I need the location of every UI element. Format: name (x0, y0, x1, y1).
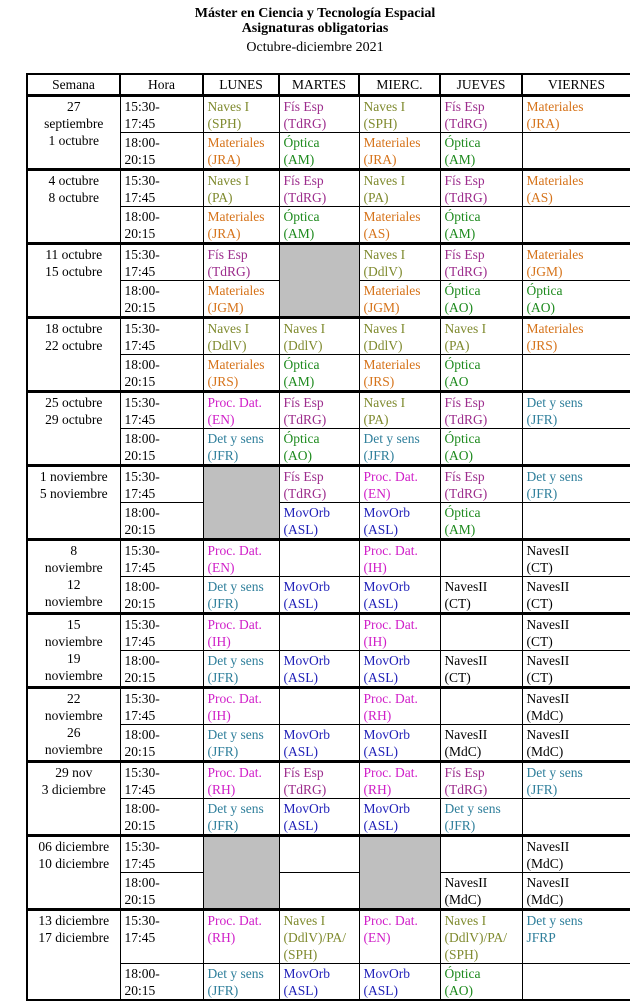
time-slot: 18:00- 20:15 (120, 207, 203, 244)
class-cell-miercoles: Proc. Dat. (EN) (359, 910, 440, 964)
time-slot: 18:00- 20:15 (120, 725, 203, 762)
class-cell-miercoles: Naves I (DdlV) (359, 244, 440, 281)
class-cell-viernes: Materiales (JRS) (522, 318, 630, 355)
class-cell-lunes: Fís Esp (TdRG) (203, 244, 279, 281)
no-class-cell-martes (279, 244, 359, 318)
class-cell-jueves: NavesII (CT) (440, 577, 522, 614)
class-cell-lunes: Det y sens (JFR) (203, 651, 279, 688)
class-cell-miercoles: Naves I (PA) (359, 170, 440, 207)
class-cell-viernes: Det y sens (JFR) (522, 392, 630, 429)
class-cell-lunes: Naves I (PA) (203, 170, 279, 207)
time-slot: 15:30- 17:45 (120, 170, 203, 207)
class-cell-lunes: Det y sens (JFR) (203, 964, 279, 1001)
class-cell-martes: Naves I (DdlV)/PA/ (SPH) (279, 910, 359, 964)
class-cell-viernes: NavesII (MdC) (522, 688, 630, 725)
class-cell-martes: Óptica (AM) (279, 133, 359, 170)
col-header-hora: Hora (120, 74, 203, 96)
empty-cell-martes (279, 688, 359, 725)
class-cell-jueves: Fís Esp (TdRG) (440, 170, 522, 207)
empty-cell-martes (279, 836, 359, 873)
time-slot: 15:30- 17:45 (120, 688, 203, 725)
time-slot: 18:00- 20:15 (120, 964, 203, 1001)
class-cell-viernes: Det y sens JFRP (522, 910, 630, 964)
schedule-row (27, 392, 630, 429)
class-cell-viernes: Materiales (AS) (522, 170, 630, 207)
class-cell-miercoles: MovOrb (ASL) (359, 799, 440, 836)
class-cell-jueves: Óptica (AM) (440, 207, 522, 244)
class-cell-lunes: Det y sens (JFR) (203, 577, 279, 614)
time-slot: 18:00- 20:15 (120, 651, 203, 688)
class-cell-martes: MovOrb (ASL) (279, 964, 359, 1001)
time-slot: 15:30- 17:45 (120, 910, 203, 964)
time-slot: 18:00- 20:15 (120, 429, 203, 466)
col-header-viernes: VIERNES (522, 74, 630, 96)
document-period: Octubre-diciembre 2021 (246, 40, 384, 55)
time-slot: 18:00- 20:15 (120, 577, 203, 614)
class-cell-viernes: NavesII (MdC) (522, 725, 630, 762)
schedule-row (27, 244, 630, 281)
document-header (0, 0, 630, 56)
class-cell-miercoles: MovOrb (ASL) (359, 651, 440, 688)
no-class-cell-lunes (203, 836, 279, 910)
class-cell-miercoles: Materiales (JRA) (359, 133, 440, 170)
class-cell-miercoles: Proc. Dat. (EN) (359, 466, 440, 503)
class-cell-lunes: Proc. Dat. (RH) (203, 910, 279, 964)
document-title: Máster en Ciencia y Tecnología Espacial (194, 6, 436, 21)
col-header-lunes: LUNES (203, 74, 279, 96)
class-cell-lunes: Det y sens (JFR) (203, 725, 279, 762)
schedule-table (26, 73, 630, 1001)
class-cell-jueves: NavesII (MdC) (440, 725, 522, 762)
class-cell-lunes: Proc. Dat. (EN) (203, 540, 279, 577)
class-cell-miercoles: Proc. Dat. (IH) (359, 540, 440, 577)
class-cell-lunes: Det y sens (JFR) (203, 799, 279, 836)
class-cell-martes: Fís Esp (TdRG) (279, 96, 359, 133)
time-slot: 18:00- 20:15 (120, 133, 203, 170)
week-label: 11 octubre 15 octubre (27, 244, 120, 318)
class-cell-martes: Fís Esp (TdRG) (279, 762, 359, 799)
class-cell-jueves: Det y sens (JFR) (440, 799, 522, 836)
schedule-row (27, 614, 630, 651)
schedule-row (27, 688, 630, 725)
class-cell-jueves: Óptica (AM) (440, 133, 522, 170)
class-cell-jueves: Fís Esp (TdRG) (440, 244, 522, 281)
class-cell-miercoles: Materiales (AS) (359, 207, 440, 244)
class-cell-jueves: NavesII (CT) (440, 651, 522, 688)
no-class-cell-lunes (203, 466, 279, 540)
class-cell-viernes: NavesII (CT) (522, 540, 630, 577)
class-cell-lunes: Proc. Dat. (IH) (203, 614, 279, 651)
class-cell-viernes: Det y sens (JFR) (522, 762, 630, 799)
class-cell-jueves: Óptica (AO) (440, 964, 522, 1001)
time-slot: 18:00- 20:15 (120, 355, 203, 392)
week-label: 4 octubre 8 octubre (27, 170, 120, 244)
class-cell-miercoles: Materiales (JRS) (359, 355, 440, 392)
schedule-row (27, 836, 630, 873)
class-cell-jueves: Fís Esp (TdRG) (440, 96, 522, 133)
class-cell-martes: Naves I (DdlV) (279, 318, 359, 355)
schedule-body (27, 96, 630, 1001)
week-label: 1 noviembre 5 noviembre (27, 466, 120, 540)
class-cell-martes: MovOrb (ASL) (279, 651, 359, 688)
schedule-header-row (27, 74, 630, 96)
time-slot: 15:30- 17:45 (120, 762, 203, 799)
class-cell-jueves: NavesII (MdC) (440, 873, 522, 910)
empty-cell-jueves (440, 540, 522, 577)
schedule-row (27, 910, 630, 964)
empty-cell-martes (279, 614, 359, 651)
class-cell-lunes: Proc. Dat. (IH) (203, 688, 279, 725)
class-cell-lunes: Materiales (JRS) (203, 355, 279, 392)
class-cell-viernes: NavesII (CT) (522, 651, 630, 688)
class-cell-miercoles: Naves I (SPH) (359, 96, 440, 133)
class-cell-miercoles: Naves I (PA) (359, 392, 440, 429)
time-slot: 18:00- 20:15 (120, 799, 203, 836)
class-cell-viernes: NavesII (CT) (522, 577, 630, 614)
empty-cell-viernes (522, 799, 630, 836)
schedule-row (27, 762, 630, 799)
week-label: 15 noviembre 19 noviembre (27, 614, 120, 688)
week-label: 18 octubre 22 octubre (27, 318, 120, 392)
week-label: 13 diciembre 17 diciembre (27, 910, 120, 1001)
col-header-semana: Semana (27, 74, 120, 96)
class-cell-lunes: Proc. Dat. (EN) (203, 392, 279, 429)
schedule-row (27, 318, 630, 355)
schedule-row (27, 466, 630, 503)
class-cell-lunes: Materiales (JRA) (203, 133, 279, 170)
class-cell-jueves: Óptica (AO) (440, 429, 522, 466)
class-cell-miercoles: MovOrb (ASL) (359, 577, 440, 614)
time-slot: 18:00- 20:15 (120, 503, 203, 540)
schedule-row (27, 96, 630, 133)
class-cell-viernes: NavesII (MdC) (522, 836, 630, 873)
week-label: 27 septiembre 1 octubre (27, 96, 120, 170)
empty-cell-viernes (522, 429, 630, 466)
class-cell-miercoles: Naves I (DdlV) (359, 318, 440, 355)
class-cell-martes: Óptica (AO) (279, 429, 359, 466)
empty-cell-martes (279, 873, 359, 910)
class-cell-miercoles: Det y sens (JFR) (359, 429, 440, 466)
class-cell-lunes: Det y sens (JFR) (203, 429, 279, 466)
time-slot: 15:30- 17:45 (120, 244, 203, 281)
col-header-martes: MARTES (279, 74, 359, 96)
class-cell-martes: Fís Esp (TdRG) (279, 170, 359, 207)
class-cell-martes: Fís Esp (TdRG) (279, 392, 359, 429)
class-cell-miercoles: MovOrb (ASL) (359, 964, 440, 1001)
time-slot: 15:30- 17:45 (120, 614, 203, 651)
empty-cell-viernes (522, 207, 630, 244)
time-slot: 18:00- 20:15 (120, 281, 203, 318)
class-cell-lunes: Materiales (JGM) (203, 281, 279, 318)
col-header-jueves: JUEVES (440, 74, 522, 96)
class-cell-jueves: Naves I (PA) (440, 318, 522, 355)
empty-cell-viernes (522, 355, 630, 392)
empty-cell-viernes (522, 503, 630, 540)
class-cell-martes: MovOrb (ASL) (279, 503, 359, 540)
class-cell-martes: Óptica (AM) (279, 207, 359, 244)
class-cell-jueves: Óptica (AO) (440, 281, 522, 318)
class-cell-jueves: Fís Esp (TdRG) (440, 392, 522, 429)
class-cell-viernes: Det y sens (JFR) (522, 466, 630, 503)
col-header-miercoles: MIERC. (359, 74, 440, 96)
class-cell-jueves: Óptica (AM) (440, 503, 522, 540)
no-class-cell-miercoles (359, 836, 440, 910)
class-cell-martes: Óptica (AM) (279, 355, 359, 392)
time-slot: 15:30- 17:45 (120, 466, 203, 503)
time-slot: 15:30- 17:45 (120, 392, 203, 429)
class-cell-miercoles: Proc. Dat. (IH) (359, 614, 440, 651)
class-cell-jueves: Óptica (AO (440, 355, 522, 392)
class-cell-martes: MovOrb (ASL) (279, 577, 359, 614)
class-cell-viernes: Materiales (JRA) (522, 96, 630, 133)
empty-cell-martes (279, 540, 359, 577)
class-cell-miercoles: Materiales (JGM) (359, 281, 440, 318)
class-cell-jueves: Naves I (DdlV)/PA/ (SPH) (440, 910, 522, 964)
empty-cell-jueves (440, 614, 522, 651)
class-cell-lunes: Materiales (JRA) (203, 207, 279, 244)
time-slot: 15:30- 17:45 (120, 96, 203, 133)
week-label: 8 noviembre 12 noviembre (27, 540, 120, 614)
week-label: 06 diciembre 10 diciembre (27, 836, 120, 910)
class-cell-viernes: NavesII (CT) (522, 614, 630, 651)
class-cell-miercoles: Proc. Dat. (RH) (359, 762, 440, 799)
class-cell-miercoles: MovOrb (ASL) (359, 725, 440, 762)
time-slot: 15:30- 17:45 (120, 318, 203, 355)
time-slot: 15:30- 17:45 (120, 540, 203, 577)
class-cell-lunes: Naves I (DdlV) (203, 318, 279, 355)
empty-cell-viernes (522, 133, 630, 170)
week-label: 29 nov 3 diciembre (27, 762, 120, 836)
time-slot: 18:00- 20:15 (120, 873, 203, 910)
schedule-row (27, 540, 630, 577)
class-cell-lunes: Naves I (SPH) (203, 96, 279, 133)
class-cell-martes: MovOrb (ASL) (279, 725, 359, 762)
class-cell-martes: Fís Esp (TdRG) (279, 466, 359, 503)
empty-cell-jueves (440, 688, 522, 725)
class-cell-jueves: Fís Esp (TdRG) (440, 466, 522, 503)
schedule-row (27, 170, 630, 207)
week-label: 25 octubre 29 octubre (27, 392, 120, 466)
week-label: 22 noviembre 26 noviembre (27, 688, 120, 762)
time-slot: 15:30- 17:45 (120, 836, 203, 873)
class-cell-jueves: Fís Esp (TdRG) (440, 762, 522, 799)
document-subtitle: Asignaturas obligatorias (241, 21, 389, 36)
class-cell-viernes: NavesII (MdC) (522, 873, 630, 910)
class-cell-viernes: Óptica (AO) (522, 281, 630, 318)
class-cell-viernes: Materiales (JGM) (522, 244, 630, 281)
class-cell-martes: MovOrb (ASL) (279, 799, 359, 836)
class-cell-miercoles: Proc. Dat. (RH) (359, 688, 440, 725)
class-cell-lunes: Proc. Dat. (RH) (203, 762, 279, 799)
class-cell-miercoles: MovOrb (ASL) (359, 503, 440, 540)
empty-cell-jueves (440, 836, 522, 873)
